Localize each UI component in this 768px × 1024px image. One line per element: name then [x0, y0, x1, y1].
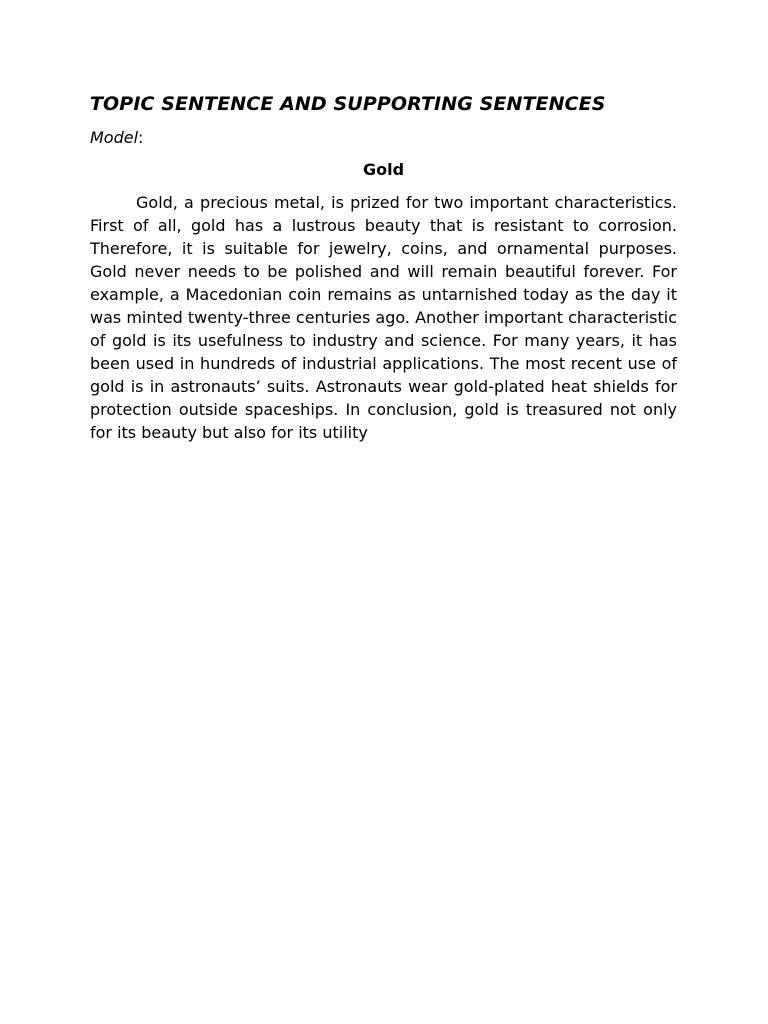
- essay-paragraph: Gold, a precious metal, is prized for two important characteristics. First of all, gold has a lustrous beauty that is resistant to corrosion. Therefore, it is suitable for jewelry, coins, and ornamental purposes. Gold never needs to be polished and will remain beautiful forever. For example, a Macedonian coin remains as untarnished today as the day it was minted twenty-three centuries ago. Another important characteristic of gold is its usefulness to industry and science. For many years, it has been used in hundreds of industrial applications. The most recent use of gold is in astronauts’ suits. Astronauts wear gold-plated heat shields for protection outside spaceships. In conclusion, gold is treasured not only for its beauty but also for its utility: [90, 193, 677, 442]
- document-content: [90, 90, 677, 444]
- essay-title: Gold: [362, 160, 405, 179]
- model-label-colon: :: [138, 128, 144, 147]
- page-title: TOPIC SENTENCE AND SUPPORTING SENTENCES: [90, 93, 606, 115]
- model-label-text: Model: [90, 128, 139, 147]
- model-label: [90, 127, 677, 149]
